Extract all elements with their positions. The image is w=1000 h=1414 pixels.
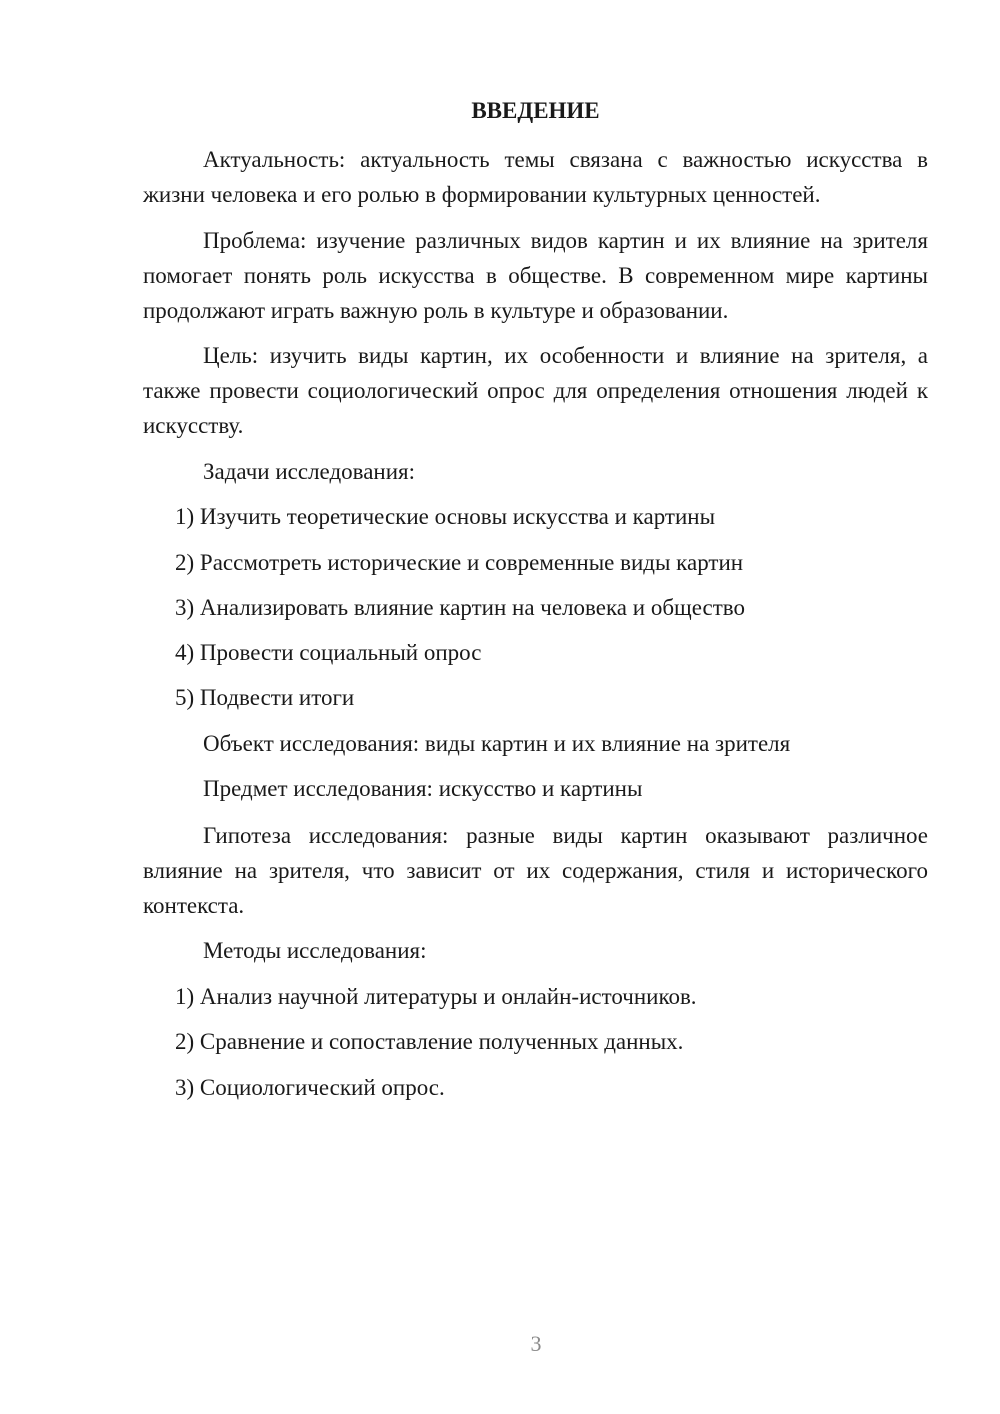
tasks-label: Задачи исследования:	[203, 459, 416, 484]
task-item: 5) Подвести итоги	[175, 685, 355, 710]
goal-paragraph: Цель: изучить виды картин, их особенности и влияние на зрителя, а также провести социологический опрос для определения отношения людей к искусству.	[143, 343, 928, 438]
methods-label: Методы исследования:	[203, 938, 427, 963]
object-line: Объект исследования: виды картин и их влияние на зрителя	[203, 731, 791, 756]
subject-line: Предмет исследования: искусство и картины	[203, 776, 643, 801]
method-item: 3) Социологический опрос.	[175, 1075, 445, 1100]
page-number: 3	[530, 1331, 542, 1356]
task-item: 3) Анализировать влияние картин на человека и общество	[175, 595, 745, 620]
method-item: 1) Анализ научной литературы и онлайн-источников.	[175, 984, 697, 1009]
task-item: 1) Изучить теоретические основы искусства и картины	[175, 504, 716, 529]
task-item: 4) Провести социальный опрос	[175, 640, 482, 665]
task-item: 2) Рассмотреть исторические и современные виды картин	[175, 550, 744, 575]
relevance-paragraph: Актуальность: актуальность темы связана с важностью искусства в жизни человека и его ролью в формировании культурных ценностей.	[143, 147, 928, 207]
method-item: 2) Сравнение и сопоставление полученных данных.	[175, 1029, 684, 1054]
page-title: ВВЕДЕНИЕ	[471, 98, 600, 123]
problem-paragraph: Проблема: изучение различных видов картин и их влияние на зрителя помогает понять роль искусства в обществе. В современном мире картины продолжают играть важную роль в культуре и образовании.	[143, 228, 928, 323]
hypothesis-paragraph: Гипотеза исследования: разные виды картин оказывают различное влияние на зрителя, что зависит от их содержания, стиля и исторического контекста.	[143, 823, 928, 918]
